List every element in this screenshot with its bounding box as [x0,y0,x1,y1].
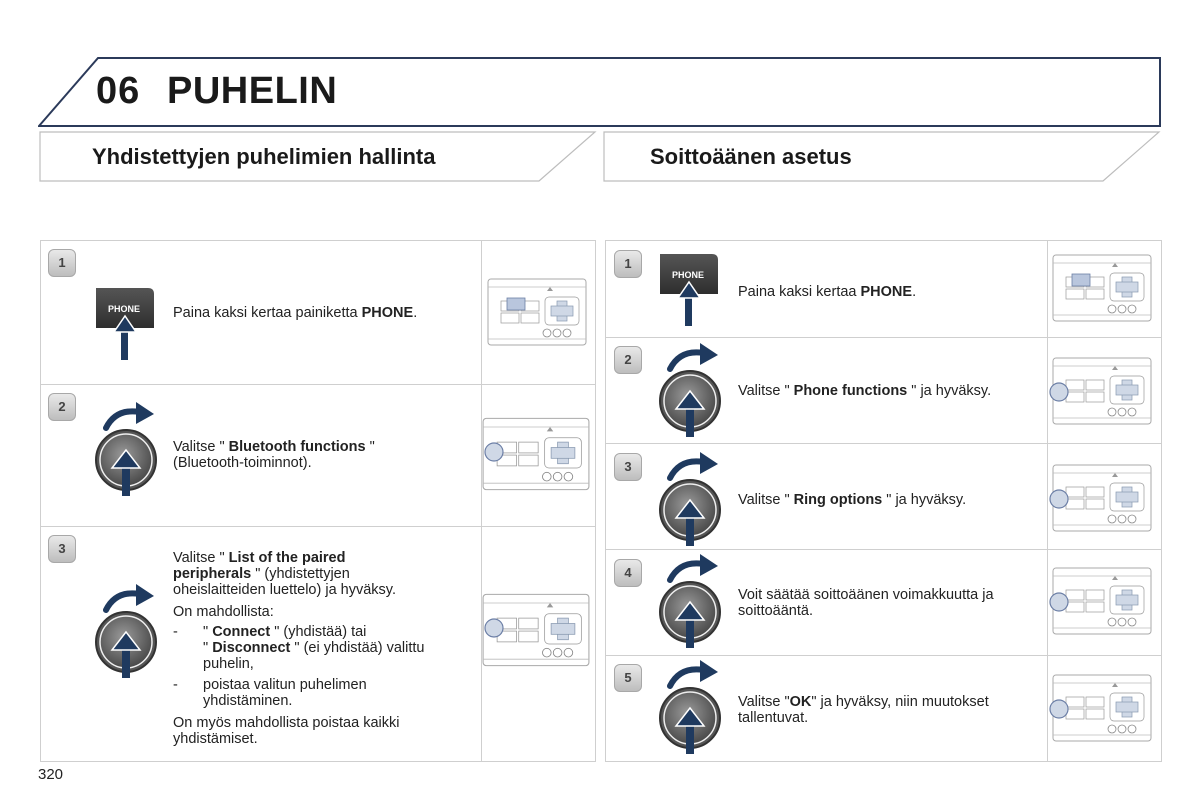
page-number: 320 [38,766,64,783]
radio-panel-image [1047,356,1157,426]
step-badge: 5 [614,664,642,692]
step-text: Voit säätää soittoäänen voimakkuutta ja soittoääntä. [738,587,994,619]
phone-button-label: PHONE [107,304,140,314]
step-badge: 2 [48,393,76,421]
step-badge: 2 [614,346,642,374]
step-text: Paina kaksi kertaa PHONE. [738,284,917,300]
chapter-title: PUHELIN [167,70,338,112]
rotary-knob-icon [94,402,160,498]
phone-button-icon [94,286,156,362]
step-badge: 3 [614,453,642,481]
step-badge: 1 [614,250,642,278]
radio-panel-image [482,416,590,492]
phone-button-icon [658,252,720,328]
step-text: Valitse " Bluetooth functions " (Bluetooth-toiminnot). [173,439,375,471]
right-section-title: Soittoäänen asetus [650,144,852,169]
rotary-knob-icon [658,554,724,650]
rotary-knob-icon [94,584,160,680]
step-text: Valitse "OK" ja hyväksy, niin muutokset tallentuvat. [738,694,989,726]
step-text: Valitse " Ring options " ja hyväksy. [738,492,967,508]
step-text: Paina kaksi kertaa painiketta PHONE. [173,305,418,321]
step-text: Valitse " Phone functions " ja hyväksy. [738,383,992,399]
step-badge: 3 [48,535,76,563]
radio-panel-image [482,592,590,668]
phone-button-label: PHONE [671,270,704,280]
rotary-knob-icon [658,452,724,548]
step-text: Valitse " List of the paired peripherals " (yhdistettyjen oheislaitteiden luettelo) ja hyväksy. On mahdollista: - " Connect " (yhdistää) tai " Disconnect " (ei yhdistää) valittu puhelin, - poistaa valitun puhelimen yhdistäminen. On myös mahdollista poistaa kaikki yhdistämiset. [173,550,425,747]
radio-panel-image [1047,566,1157,636]
step-badge: 1 [48,249,76,277]
rotary-knob-icon [658,660,724,756]
radio-panel-image [1052,248,1152,328]
chapter-number: 06 [96,70,141,112]
radio-panel-image [1047,463,1157,533]
radio-panel-image [487,272,587,352]
rotary-knob-icon [658,343,724,439]
left-section-title: Yhdistettyjen puhelimien hallinta [92,144,436,169]
step-badge: 4 [614,559,642,587]
radio-panel-image [1047,673,1157,743]
